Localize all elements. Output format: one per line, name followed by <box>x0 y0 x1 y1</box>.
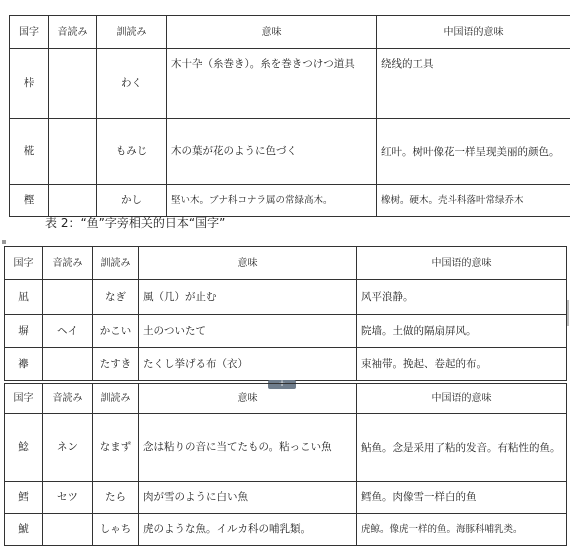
cell-meaning: たくし挙げる布（衣） <box>139 348 357 381</box>
cell-zh: 绕线的工具 <box>377 49 570 119</box>
cell-kun: もみじ <box>97 119 167 185</box>
cell-meaning: 木の葉が花のように色づく <box>167 119 377 185</box>
cell-kanji: 凪 <box>5 280 43 315</box>
cell-on <box>49 185 97 217</box>
header-on: 音読み <box>43 384 93 414</box>
cell-on <box>43 280 93 315</box>
cell-meaning: 土のついたて <box>139 315 357 348</box>
cell-zh: 风平浪静。 <box>357 280 567 315</box>
cell-zh: 鲇鱼。念是采用了粘的发音。有粘性的鱼。 <box>357 414 567 482</box>
table-row <box>10 119 570 185</box>
cell-meaning: 肉が雪のように白い魚 <box>139 482 357 514</box>
table-header-row <box>5 247 567 280</box>
table-row <box>5 514 567 546</box>
header-meaning: 意味 <box>139 247 357 280</box>
table-header-row <box>5 384 567 414</box>
header-kanji: 国字 <box>5 247 43 280</box>
cell-kun: たすき <box>93 348 139 381</box>
table-row <box>5 280 567 315</box>
cell-meaning: 風（几）が止む <box>139 280 357 315</box>
cell-kanji: 襷 <box>5 348 43 381</box>
cell-kanji: 椛 <box>10 119 49 185</box>
table-row <box>10 185 570 217</box>
cell-zh: 鳕鱼。肉像雪一样白的鱼 <box>357 482 567 514</box>
table-row <box>5 414 567 482</box>
table-row <box>5 348 567 381</box>
cell-kanji: 樫 <box>10 185 49 217</box>
cell-meaning: 念は粘りの音に当てたもの。粘っこい魚 <box>139 414 357 482</box>
cell-kanji: 鯰 <box>5 414 43 482</box>
add-row-button[interactable]: + <box>268 380 296 389</box>
cell-on: ヘイ <box>43 315 93 348</box>
header-kanji: 国字 <box>5 384 43 414</box>
cell-kanji: 塀 <box>5 315 43 348</box>
cell-kun: わく <box>97 49 167 119</box>
cell-kun: かし <box>97 185 167 217</box>
cell-kanji: 桛 <box>10 49 49 119</box>
table-row <box>5 482 567 514</box>
cell-meaning: 虎のような魚。イルカ科の哺乳類。 <box>139 514 357 546</box>
cell-on <box>49 119 97 185</box>
header-on: 音読み <box>43 247 93 280</box>
cell-zh: 红叶。树叶像花一样呈现美丽的颜色。 <box>377 119 570 185</box>
table-caption: 表 2：“鱼”字旁相关的日本“国字” <box>45 216 226 230</box>
header-kun: 訓読み <box>93 247 139 280</box>
cell-on: セツ <box>43 482 93 514</box>
table-1 <box>9 15 570 217</box>
table-3 <box>4 383 567 546</box>
cell-zh: 院墙。土做的隔扇屏风。 <box>357 315 567 348</box>
cell-kun: たら <box>93 482 139 514</box>
header-kun: 訓読み <box>93 384 139 414</box>
header-meaning: 意味 <box>139 384 357 414</box>
cell-zh: 橡树。硬木。壳斗科落叶常绿乔木 <box>377 185 570 217</box>
cell-meaning: 堅い木。ブナ科コナラ属の常緑高木。 <box>167 185 377 217</box>
table-2 <box>4 246 567 381</box>
cell-kanji: 鯱 <box>5 514 43 546</box>
cell-kun: かこい <box>93 315 139 348</box>
cell-on <box>43 514 93 546</box>
header-kanji: 国字 <box>10 16 49 49</box>
cell-kanji: 鱈 <box>5 482 43 514</box>
cell-kun: なぎ <box>93 280 139 315</box>
cell-zh: 束袖带。挽起、卷起的布。 <box>357 348 567 381</box>
header-zh: 中国语的意味 <box>377 16 570 49</box>
cell-on <box>43 348 93 381</box>
header-on: 音読み <box>49 16 97 49</box>
anchor-marker-icon[interactable] <box>2 240 6 244</box>
header-zh: 中国语的意味 <box>357 384 567 414</box>
cell-meaning: 木十卆（糸巻き）。糸を巻きつけつ道具 <box>167 49 377 119</box>
header-kun: 訓読み <box>97 16 167 49</box>
table-header-row <box>10 16 570 49</box>
header-zh: 中国语的意味 <box>357 247 567 280</box>
cell-on <box>49 49 97 119</box>
cell-kun: なまず <box>93 414 139 482</box>
cell-kun: しゃち <box>93 514 139 546</box>
table-row <box>5 315 567 348</box>
header-meaning: 意味 <box>167 16 377 49</box>
cell-on: ネン <box>43 414 93 482</box>
cell-zh: 虎鲸。像虎一样的鱼。海豚科哺乳类。 <box>357 514 567 546</box>
table-row <box>10 49 570 119</box>
